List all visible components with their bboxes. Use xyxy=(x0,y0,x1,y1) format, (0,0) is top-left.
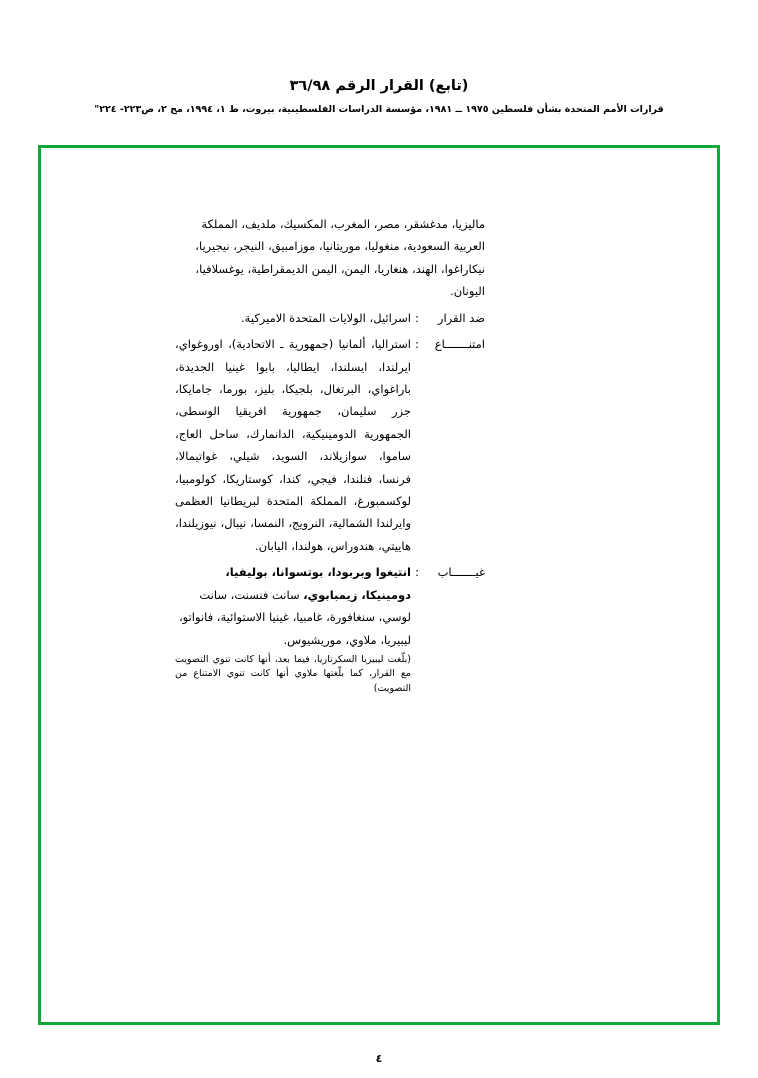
vote-text-absent-wrap xyxy=(175,561,411,695)
vote-row-against xyxy=(175,307,485,329)
vote-colon-against: : xyxy=(415,310,419,325)
vote-label-against: ضد القرار xyxy=(437,310,485,325)
vote-colon-abstain: : xyxy=(415,337,419,352)
vote-row-abstain xyxy=(175,333,485,557)
footnote-absent: (بلّغت ليبيريا السكرتاريا، فيما بعد، أنها كانت تنوي التصويت مع القرار، كما بلّغتها ملاوي أنها كانت تنوي الامتناع من التصويت) xyxy=(175,654,411,694)
page-header xyxy=(0,0,758,115)
vote-colon-absent: : xyxy=(415,565,419,580)
vote-text-abstain: استراليا، ألمانيا (جمهورية ـ الاتحادية)، اوروغواي، ايرلندا، ايسلندا، ايطاليا، بابوا غينيا الجديدة، باراغواي، البرتغال، بلجيكا، بليز، بورما، جامايكا، جزر سليمان، جمهورية افريقيا الوسطى، الجمهورية الدومينيكية، الدانمارك، ساحل العاج، ساموا، سوازيلاند، السويد، شيلي، غواتيمالا، فرنسا، فنلندا، فيجي، كندا، كوستاريكا، كولومبيا، لوكسمبورغ، المملكة المتحدة لبريطانيا العظمى وايرلندا الشمالية، النرويج، النمسا، نيبال، نيوزيلندا، هاييتي، هندوراس، هولندا، اليابان. xyxy=(175,337,411,553)
document-body xyxy=(175,213,485,696)
vote-label-abstain: امتنـــــــاع xyxy=(434,337,485,352)
intro-paragraph: ماليزيا، مدغشقر، مصر، المغرب، المكسيك، ملديف، المملكة العربية السعودية، منغوليا، موريتانيا، موزامبيق، النيجر، نيجيريا، نيكاراغوا، الهند، هنغاريا، اليمن، اليمن الديمقراطية، يوغسلافيا، اليونان. xyxy=(195,217,485,299)
vote-text-absent-bold: انتيغوا وبربودا، بوتسوانا، بوليفيا، دومينيكا، زيمبابوي، xyxy=(225,565,411,602)
vote-text-absent-rest: سانت فنسنت، سانت لوسي، سنغافورة، غامبيا، غينيا الاستوائية، فانواتو، ليبيريا، ملاوي، موريشيوس. xyxy=(178,587,411,647)
vote-text-against: اسرائيل، الولايات المتحدة الاميركية. xyxy=(241,310,411,325)
page-number: ٤ xyxy=(375,1052,383,1065)
green-border-frame xyxy=(38,145,720,1025)
vote-label-absent: غيـــــــاب xyxy=(437,565,485,580)
vote-row-absent xyxy=(175,561,485,695)
page-title: (تابع) القرار الرقم ٣٦/٩٨ xyxy=(289,78,469,94)
source-citation: قرارات الأمم المتحدة بشأن فلسطين ١٩٧٥ ــ ١٩٨١، مؤسسة الدراسات الفلسطينية، بيروت، ط ١، ١٩٩٤، مج ٢، ص٢٢٣- ٢٢٤" xyxy=(94,104,664,115)
